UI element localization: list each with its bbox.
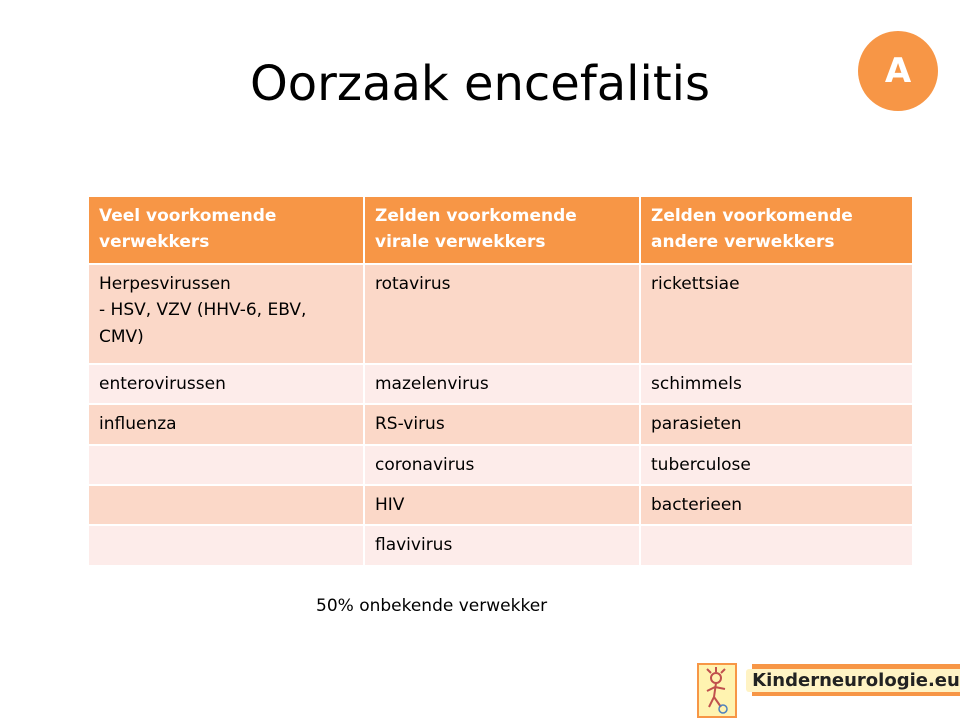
header-rare-viral: Zelden voorkomende virale verwekkers	[364, 196, 640, 264]
table-cell	[88, 485, 364, 525]
table-cell: tuberculose	[640, 445, 913, 485]
table-cell	[640, 525, 913, 565]
table-cell: bacterieen	[640, 485, 913, 525]
section-badge: A	[858, 31, 938, 111]
table-row	[88, 445, 913, 485]
table-cell: coronavirus	[364, 445, 640, 485]
logo-banner	[752, 664, 960, 696]
logo-text: Kinderneurologie.eu	[746, 669, 960, 692]
table-cell: schimmels	[640, 364, 913, 404]
header-rare-other: Zelden voorkomende andere verwekkers	[640, 196, 913, 264]
table-cell: rotavirus	[364, 264, 640, 364]
table-row	[88, 364, 913, 404]
table-row	[88, 264, 913, 364]
table-row	[88, 404, 913, 444]
table-cell	[88, 445, 364, 485]
table-cell	[88, 264, 364, 364]
table-row	[88, 485, 913, 525]
table-cell: RS-virus	[364, 404, 640, 444]
table-cell: mazelenvirus	[364, 364, 640, 404]
table-cell: enterovirussen	[88, 364, 364, 404]
table-row	[88, 525, 913, 565]
pathogen-table	[87, 195, 914, 567]
site-logo	[697, 663, 960, 720]
table-cell: rickettsiae	[640, 264, 913, 364]
cell-line: Herpesvirussen	[99, 274, 231, 294]
table-cell: parasieten	[640, 404, 913, 444]
table-cell	[88, 525, 364, 565]
table-cell: flavivirus	[364, 525, 640, 565]
child-figure-icon	[697, 663, 737, 718]
cell-line: - HSV, VZV (HHV-6, EBV, CMV)	[99, 300, 307, 347]
table-cell: influenza	[88, 404, 364, 444]
slide-title: Oorzaak encefalitis	[250, 56, 710, 112]
table-header-row	[88, 196, 913, 264]
header-common: Veel voorkomende verwekkers	[88, 196, 364, 264]
table-cell: HIV	[364, 485, 640, 525]
footnote: 50% onbekende verwekker	[316, 596, 548, 616]
